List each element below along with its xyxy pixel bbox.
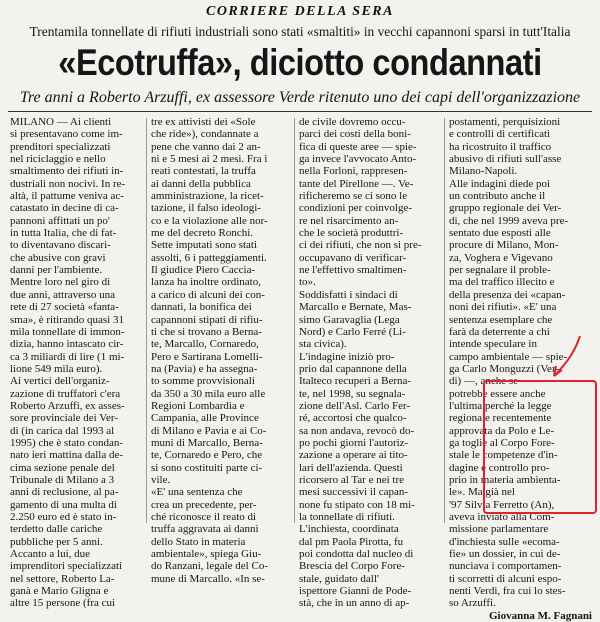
- article-line: ga invece l'avvocato Anto-: [299, 153, 417, 166]
- article-line: Pero e Sartirana Lomelli-: [151, 350, 263, 363]
- article-line: ti scorretti di alcuni espo-: [449, 572, 562, 585]
- article-line: Campania, alle Province: [151, 412, 259, 425]
- column-divider: [146, 118, 147, 523]
- article-line: intende speculare in: [449, 338, 537, 351]
- article-line: na (Pavia) e ha assegna-: [151, 362, 258, 375]
- article-line: Alle indagini diede poi: [449, 177, 551, 190]
- article-line: '97 Silvia Ferretto (An),: [449, 498, 555, 511]
- article-line: altre 15 persone (fra cui: [10, 597, 116, 610]
- article-line: ché riconosce il reato di: [151, 511, 257, 523]
- article-line: pannoni affittati un po': [10, 214, 110, 227]
- article-line: condizioni per coinvolge-: [299, 202, 413, 215]
- article-line: prio in materia ambienta-: [449, 473, 561, 486]
- article-line: dizia, hanno intascato cir-: [10, 338, 124, 351]
- article-line: ai danni della pubblica: [151, 177, 251, 190]
- column-divider: [444, 118, 445, 523]
- article-line: abusivo di rifiuti sull'asse: [449, 153, 562, 166]
- article-line: me del decreto Ronchi.: [151, 227, 254, 240]
- article-line: amministrazione, la ricet-: [151, 190, 264, 203]
- article-line: Il giudice Piero Caccia-: [151, 264, 256, 277]
- article-line: fie» un dossier, in cui de-: [449, 548, 561, 561]
- article-line: noni dei rifiuti». «E' una: [449, 301, 557, 314]
- article-line: terdetto dalle cariche: [10, 523, 103, 536]
- article-line: tazione, il falso ideologi-: [151, 202, 261, 215]
- article-line: da 350 a 30 mila euro alle: [151, 387, 266, 400]
- article-column-1: [10, 116, 142, 610]
- article-line: ti che si trovano a Berna-: [151, 325, 262, 338]
- article-line: nel settore, Roberto La-: [10, 572, 115, 585]
- article-line: to somme provvisionali: [151, 375, 255, 388]
- red-highlight-box: [483, 380, 597, 514]
- article-line: si presentavano come im-: [10, 128, 123, 141]
- article-line: e controlli di certificati: [449, 128, 551, 141]
- article-line: ci dei rifiuti, che non si pre-: [299, 239, 422, 252]
- deck-subtitle: Tre anni a Roberto Arzuffi, ex assessore Verde ritenuto uno dei capi dell'organizzazione: [19, 89, 581, 106]
- article-line: sma», è ritirando quasi 31: [10, 313, 124, 326]
- article-line: de civile dovremo occu-: [299, 116, 406, 128]
- article-line: dal pm Paola Pirotta, fu: [299, 535, 404, 548]
- article-line: «E' una sentenza che: [151, 486, 243, 499]
- article-line: sta civica).: [299, 338, 347, 351]
- article-line: ca 3 miliardi di lire (1 mi-: [10, 350, 125, 363]
- article-line: nel riciclaggio e nello: [10, 153, 106, 166]
- article-line: sentato due esposti alle: [449, 227, 551, 240]
- article-line: stale, guidato dall': [299, 572, 379, 585]
- article-line: MILANO — Ai clienti: [10, 116, 112, 128]
- article-line: della presenza dei «capan-: [449, 288, 566, 301]
- article-line: truffa aggravata ai danni: [151, 523, 259, 536]
- article-line: co e la violazione alle nor-: [151, 214, 268, 227]
- article-line: Italteco recuperi a Berna-: [299, 375, 412, 388]
- byline: Giovanna M. Fagnani: [489, 609, 592, 622]
- article-line: po pochi giorni l'autoriz-: [299, 436, 409, 449]
- article-line: nenti Verdi, fra cui lo stes-: [449, 585, 566, 598]
- article-line: dello Stato in materia: [151, 535, 246, 548]
- article-line: si sono costituiti parte ci-: [151, 461, 263, 474]
- article-line: rificheremo se ci sono le: [299, 190, 408, 203]
- article-line: poi condotta dal nucleo di: [299, 548, 414, 561]
- article-line: ricorsero al Tar e nei tre: [299, 473, 404, 486]
- article-line: gamento di una multa di: [10, 498, 117, 511]
- article-line: cima sezione penale del: [10, 461, 115, 474]
- article-line: di, che nel 1999 aveva pre-: [449, 214, 569, 227]
- article-line: altà, il pattume veniva ac-: [10, 190, 124, 203]
- article-line: Marcallo e Bernate, Mas-: [299, 301, 412, 314]
- article-line: 1995) che è stato condan-: [10, 436, 124, 449]
- article-line: Nord) e Carlo Ferré (Li-: [299, 325, 406, 338]
- article-line: muni di Marcallo, Berna-: [151, 436, 263, 449]
- article-line: ma del traffico illecito e: [449, 276, 555, 289]
- article-line: in tutta Italia, che di fat-: [10, 227, 117, 240]
- article-line: Mentre loro nel giro di: [10, 276, 111, 289]
- article-line: imprenditori specializzati: [10, 560, 123, 573]
- article-line: mesi successivi il capan-: [299, 486, 409, 499]
- article-line: l'ultima perché la legge: [449, 399, 552, 412]
- article-line: Brescia del Corpo Fore-: [299, 560, 405, 573]
- article-line: nella Forloni, rappresen-: [299, 165, 408, 178]
- article-line: che abusive con gravi: [10, 251, 106, 264]
- article-line: ambientale», spiega Giu-: [151, 548, 262, 561]
- article-line: gruppo regionale dei Ver-: [449, 202, 562, 215]
- article-line: dannati, la bonifica dei: [151, 301, 252, 314]
- article-column-3: [299, 116, 439, 610]
- article-line: di) —, anche se: [449, 375, 519, 388]
- article-line: postamenti, perquisizioni: [449, 116, 561, 128]
- article-line: stà, che in un anno di ap-: [299, 597, 410, 610]
- kicker-line: Trentamila tonnellate di rifiuti industriali sono stati «smaltiti» in vecchi capannoni sparsi in tutt'Italia: [29, 24, 571, 39]
- article-line: ni e 5 mesi ai 2 mesi. Fra i: [151, 153, 268, 166]
- article-line: none fu stipato con 18 mi-: [299, 498, 415, 511]
- article-line: te, Cornaredo e Pero, che: [151, 449, 263, 462]
- article-line: mune di Marcallo. «In se-: [151, 572, 265, 585]
- article-line: sentenza esemplare che: [449, 313, 553, 326]
- article-line: nunciava i comportamen-: [449, 560, 562, 573]
- article-line: prio dal capannone della: [299, 362, 407, 375]
- article-line: crea un precedente, per-: [151, 498, 257, 511]
- article-line: lanza ha inoltre ordinato,: [151, 276, 261, 289]
- article-line: ha ricostruito il traffico: [449, 140, 552, 153]
- article-line: lione 549 mila euro).: [10, 362, 103, 375]
- article-line: pubbliche per 5 anni.: [10, 535, 103, 548]
- article-line: prenditori specializzati: [10, 140, 111, 153]
- article-column-2: [151, 116, 289, 585]
- article-line: campo ambientale — spie-: [449, 350, 568, 363]
- article-line: due anni, attraverso una: [10, 288, 116, 301]
- article-line: stale le competenze d'in-: [449, 449, 558, 462]
- article-line: Roberto Arzuffi, ex asses-: [10, 399, 125, 412]
- article-line: le». Ma già nel: [449, 486, 515, 499]
- article-line: d'inchiesta sulle «ecoma-: [449, 535, 560, 548]
- article-line: che le società produttri-: [299, 227, 404, 240]
- article-line: sa non andava, revocò do-: [299, 424, 415, 437]
- article-line: Ai vertici dell'organiz-: [10, 375, 110, 388]
- article-line: potrebbe essere anche: [449, 387, 546, 400]
- article-line: catastato in decine di ca-: [10, 202, 119, 215]
- article-line: ganà e Mario Gligna e: [10, 585, 109, 598]
- article-line: zazione a operare ai tito-: [299, 449, 408, 462]
- article-line: fica di queste aree — spie-: [299, 140, 417, 153]
- article-line: ré, accortosi che qualco-: [299, 412, 407, 425]
- article-line: a carico di alcuni dei con-: [151, 288, 265, 301]
- article-line: reati contestati, la truffa: [151, 165, 256, 178]
- article-line: te, Marcallo, Cornaredo,: [151, 338, 259, 351]
- article-line: aveva inviato alla Com-: [449, 511, 555, 523]
- article-line: Regioni Lombardia e: [151, 399, 245, 412]
- article-line: capannoni stipati di rifiu-: [151, 313, 263, 326]
- article-line: Milano-Napoli.: [449, 165, 518, 178]
- article-line: regionale recentemente: [449, 412, 552, 425]
- article-line: rete di 27 società «fanta-: [10, 301, 119, 314]
- article-line: procure di Milano, Mon-: [449, 239, 559, 252]
- article-line: so Arzuffi.: [449, 597, 496, 610]
- article-line: dustriali non nocivi. In re-: [10, 177, 126, 190]
- article-line: Soddisfatti i sindaci di: [299, 288, 398, 301]
- article-line: simo Garavaglia (Lega: [299, 313, 400, 326]
- article-line: vile.: [151, 473, 171, 486]
- article-line: che ride»), condannate a: [151, 128, 259, 141]
- article-line: pene che vanno dai 2 an-: [151, 140, 261, 153]
- article-line: smaltimento dei rifiuti in-: [10, 165, 124, 178]
- article-line: occupavano di verificar-: [299, 251, 407, 264]
- article-line: farà da deterrente a chi: [449, 325, 550, 338]
- header-rule: [8, 111, 592, 112]
- article-line: re nel risarcimento an-: [299, 214, 399, 227]
- masthead: CORRIERE DELLA SERA: [205, 4, 394, 19]
- article-line: ga Carlo Monguzzi (Ver-: [449, 362, 560, 375]
- article-line: missione parlamentare: [449, 523, 549, 536]
- article-line: per segnalare il proble-: [449, 264, 551, 277]
- article-line: ga toglie al Corpo Fore-: [449, 436, 555, 449]
- article-line: ispettore Gianni de Pode-: [299, 585, 412, 598]
- article-line: la tonnellate di rifiuti.: [299, 511, 395, 523]
- article-line: lari dell'azienda. Questi: [299, 461, 403, 474]
- article-line: do Ranzani, legale del Co-: [151, 560, 268, 573]
- article-line: za, Voghera e Vigevano: [449, 251, 553, 264]
- article-line: L'indagine iniziò pro-: [299, 350, 395, 363]
- article-line: approvata da Polo e Le-: [449, 424, 555, 437]
- headline: «Ecotruffa», diciotto condannati: [58, 42, 542, 83]
- article-line: to diventavano discari-: [10, 239, 111, 252]
- article-line: 2.250 euro ed è stato in-: [10, 511, 117, 523]
- article-line: parci dei costi della boni-: [299, 128, 411, 141]
- article-line: assolti, 6 i patteggiamenti.: [151, 251, 267, 264]
- article-line: zazione di truffatori c'era: [10, 387, 121, 400]
- article-line: un contributo anche il: [449, 190, 546, 203]
- article-line: di (in carica dal 1993 al: [10, 424, 115, 437]
- article-line: tante del Pirellone —. Ve-: [299, 177, 414, 190]
- article-line: di Milano e Pavia e ai Co-: [151, 424, 267, 437]
- article-line: mila tonnellate di immon-: [10, 325, 125, 338]
- column-divider: [294, 118, 295, 523]
- article-line: anni di reclusione, al pa-: [10, 486, 119, 499]
- article-line: tre ex attivisti dei «Sole: [151, 116, 256, 128]
- article-line: sore provinciale dei Ver-: [10, 412, 119, 425]
- article-line: te, nel 1998, su segnala-: [299, 387, 406, 400]
- article-line: dagine e controllo pro-: [449, 461, 550, 474]
- article-line: L'inchiesta, coordinata: [299, 523, 399, 536]
- article-line: Tribunale di Milano a 3: [10, 473, 115, 486]
- article-line: danni per l'ambiente.: [10, 264, 103, 277]
- article-line: Accanto a lui, due: [10, 548, 91, 561]
- article-line: ne l'effettivo smaltimen-: [299, 264, 407, 277]
- article-line: nato ieri mattina dalla de-: [10, 449, 124, 462]
- article-line: zione dell'Asl. Carlo Fer-: [299, 399, 411, 412]
- article-line: to».: [299, 276, 316, 289]
- red-pen-mark-icon: [540, 334, 590, 382]
- article-line: Sette imputati sono stati: [151, 239, 258, 252]
